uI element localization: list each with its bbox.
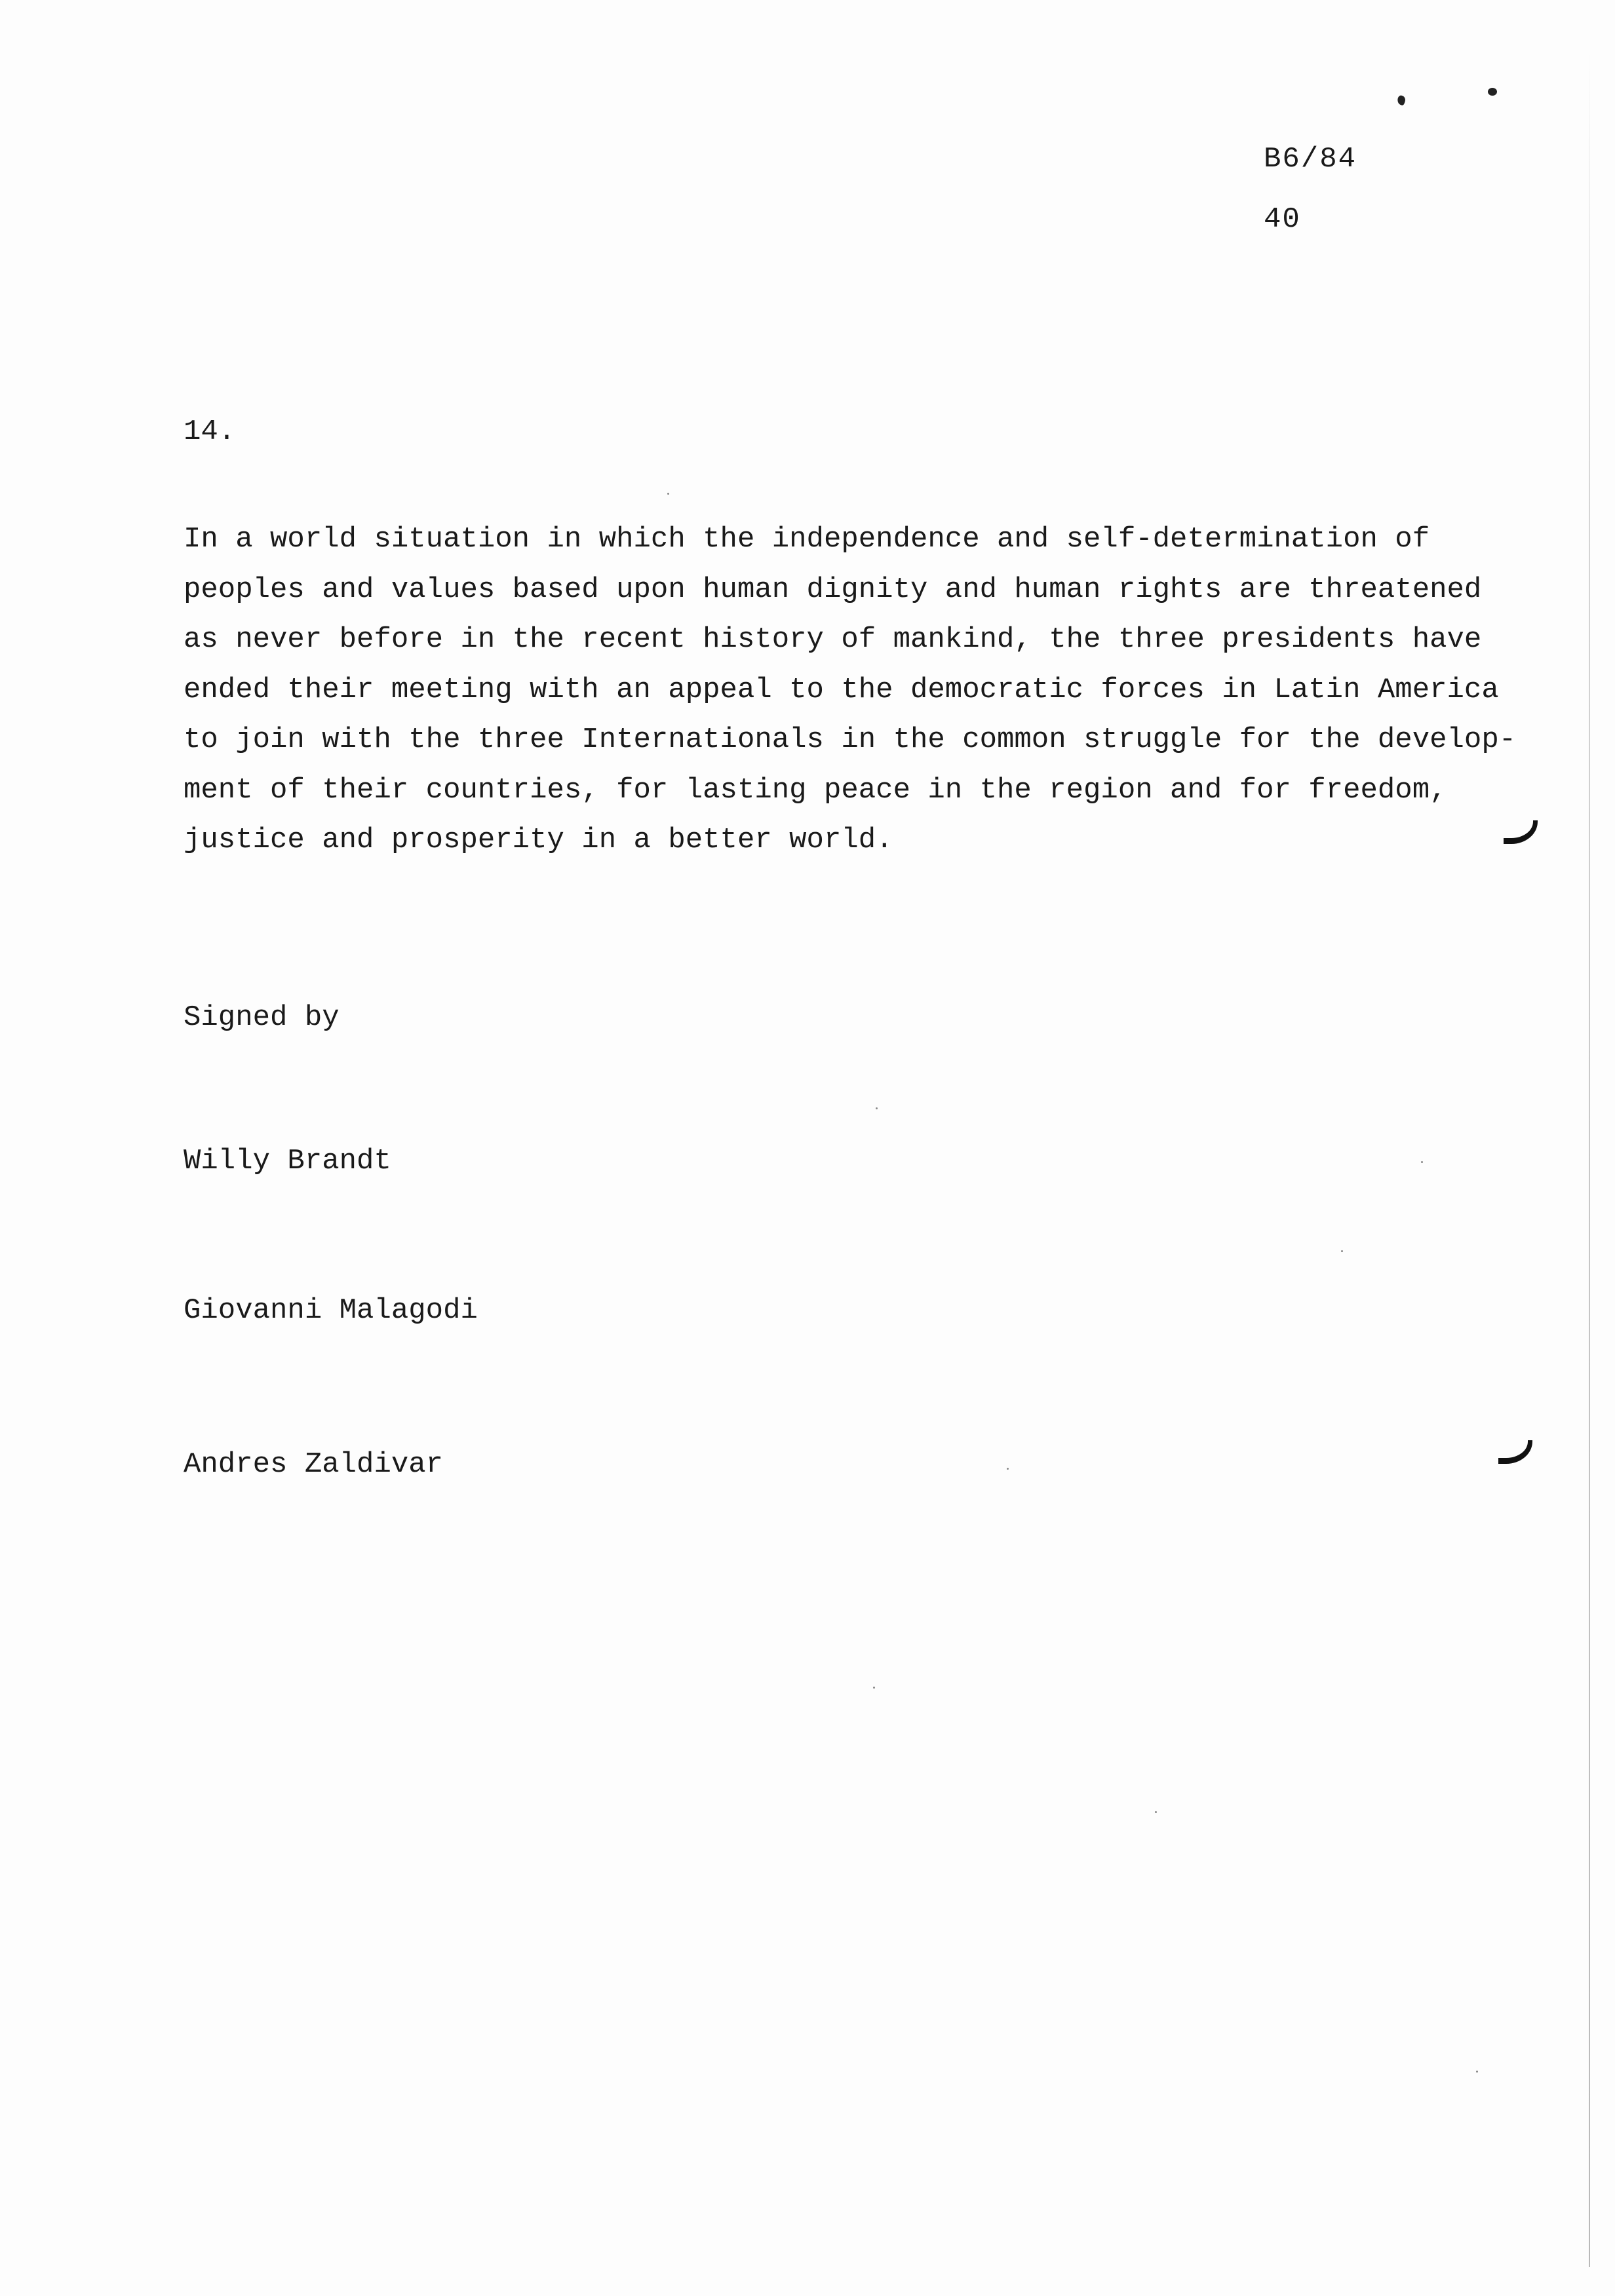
ink-mark <box>1396 94 1407 105</box>
document-code: B6/84 <box>1264 143 1357 176</box>
paper-speck <box>1341 1250 1343 1252</box>
page-edge-shadow <box>1589 52 1590 2267</box>
paragraph-line: ended their meeting with an appeal to the democratic forces in Latin America <box>184 673 1499 706</box>
signatory-name: Andres Zaldivar <box>184 1448 444 1481</box>
paper-speck <box>873 1687 875 1689</box>
signatory-name: Willy Brandt <box>184 1145 391 1177</box>
paragraph-line: ment of their countries, for lasting peace in the region and for freedom, <box>184 773 1447 807</box>
paper-speck <box>1421 1161 1423 1163</box>
check-mark-icon <box>1498 1440 1532 1464</box>
paragraph-line: to join with the three Internationals in the common struggle for the develop- <box>184 723 1517 756</box>
paper-speck <box>876 1107 878 1109</box>
paper-speck <box>667 493 669 495</box>
paper-speck <box>1476 2071 1478 2073</box>
paper-speck <box>1007 1468 1009 1470</box>
paragraph-line: In a world situation in which the independence and self-determination of <box>184 523 1430 556</box>
page-number: 40 <box>1264 203 1301 236</box>
ink-mark <box>1488 88 1497 96</box>
signatory-name: Giovanni Malagodi <box>184 1294 478 1327</box>
paragraph-line: as never before in the recent history of mankind, the three presidents have <box>184 623 1482 656</box>
paper-speck <box>1155 1811 1157 1813</box>
section-number: 14. <box>184 415 236 448</box>
paragraph-line: peoples and values based upon human dignity and human rights are threatened <box>184 573 1482 606</box>
check-mark-icon <box>1504 820 1538 844</box>
signed-by-label: Signed by <box>184 1001 340 1034</box>
paragraph-line: justice and prosperity in a better world. <box>184 824 893 856</box>
body-paragraph <box>184 514 1517 866</box>
